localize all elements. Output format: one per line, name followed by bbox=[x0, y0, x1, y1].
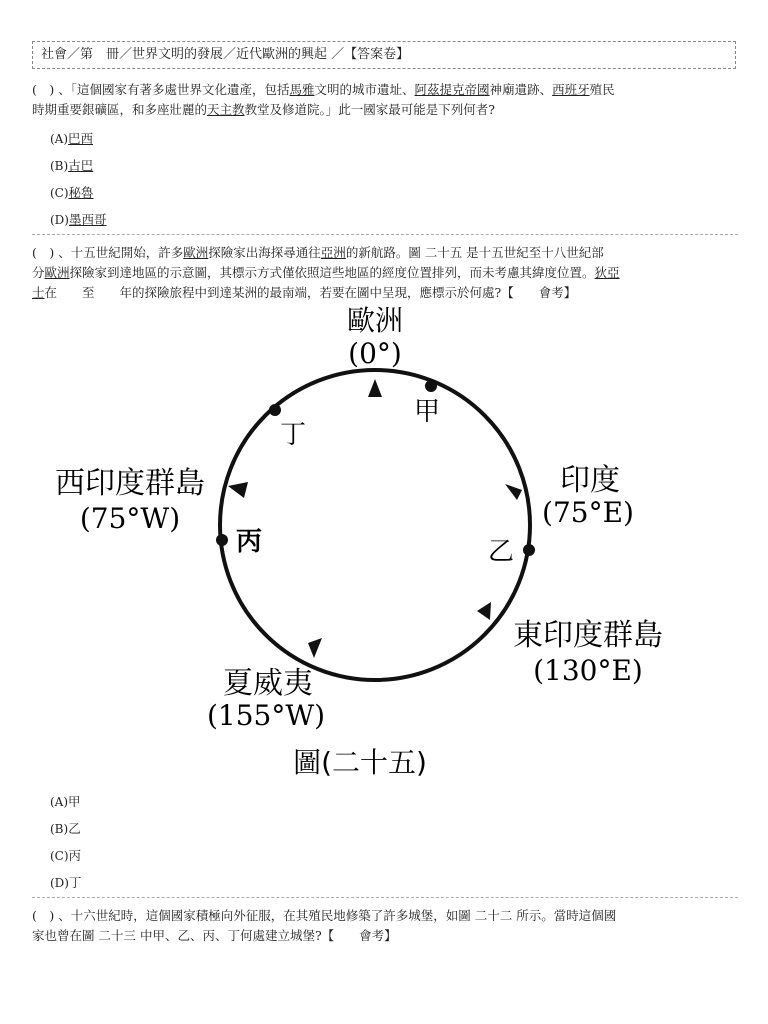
region-europe-lon: (0°) bbox=[348, 337, 402, 370]
q2-term-dias: 狄亞 bbox=[594, 265, 620, 280]
point-yi bbox=[523, 544, 535, 556]
option-label: (B) bbox=[50, 822, 69, 836]
q1-text: 文明的城市遺址、 bbox=[314, 82, 415, 97]
region-east-indies-lon: (130°E) bbox=[533, 654, 643, 687]
q2-option-c[interactable] bbox=[50, 847, 81, 865]
option-label: (A) bbox=[50, 795, 69, 809]
question-1 bbox=[32, 80, 738, 120]
option-label: (C) bbox=[50, 186, 69, 200]
option-text: 墨西哥 bbox=[68, 212, 107, 227]
option-label: (D) bbox=[50, 213, 69, 227]
q1-text: 時期重要銀礦區，和多座壯麗的 bbox=[32, 102, 208, 117]
divider bbox=[32, 234, 738, 235]
q2-term-dias: 士 bbox=[32, 285, 45, 300]
q3-text: 家也曾在圖 二十三 中甲、乙、丙、丁何處建立城堡?【 會考】 bbox=[32, 928, 397, 943]
q2-term-europe: 歐洲 bbox=[44, 265, 70, 280]
option-text: 甲 bbox=[68, 794, 81, 809]
q1-term-aztec: 阿茲提克帝國 bbox=[414, 82, 490, 97]
q2-option-d[interactable] bbox=[50, 874, 82, 892]
question-2-line-1 bbox=[32, 243, 738, 263]
arrow-india bbox=[505, 484, 522, 500]
q2-option-a[interactable] bbox=[50, 793, 81, 811]
option-text: 秘魯 bbox=[68, 185, 94, 200]
question-3 bbox=[32, 906, 738, 946]
circle-route bbox=[220, 370, 530, 680]
figure-caption: 圖(二十五) bbox=[293, 746, 427, 779]
arrow-europe bbox=[368, 379, 382, 397]
question-3-line-2 bbox=[32, 926, 738, 946]
q1-text: 神廟遺跡、 bbox=[489, 82, 553, 97]
question-2-line-2 bbox=[32, 263, 738, 283]
question-2 bbox=[32, 243, 738, 303]
divider bbox=[32, 897, 738, 898]
q2-term-asia: 亞洲 bbox=[320, 245, 346, 260]
arrow-west-indies bbox=[228, 482, 248, 498]
q2-text: 分 bbox=[32, 265, 45, 280]
label-jia: 甲 bbox=[414, 397, 441, 427]
option-label: (A) bbox=[50, 132, 69, 146]
point-jia bbox=[425, 380, 437, 392]
q2-text: 、十五世紀開始，許多 bbox=[58, 245, 184, 260]
label-yi: 乙 bbox=[488, 537, 515, 567]
region-india-lon: (75°E) bbox=[542, 496, 634, 529]
option-label: (D) bbox=[50, 876, 69, 890]
region-west-indies-lon: (75°W) bbox=[79, 502, 181, 535]
answer-blank[interactable]: ( ) bbox=[32, 908, 55, 923]
region-europe-name: 歐洲 bbox=[346, 304, 404, 337]
answer-blank[interactable]: ( ) bbox=[32, 82, 55, 97]
q1-text: 、「這個國家有著多處世界文化遺產，包括 bbox=[58, 82, 290, 97]
q2-term-europe: 歐洲 bbox=[183, 245, 209, 260]
q1-option-d[interactable] bbox=[50, 211, 107, 229]
label-ding: 丁 bbox=[280, 420, 307, 450]
option-text: 丙 bbox=[68, 848, 82, 863]
q2-text: 的新航路。圖 二十五 是十五世紀至十八世紀部 bbox=[345, 245, 604, 260]
label-bing: 丙 bbox=[236, 527, 263, 557]
option-text: 巴西 bbox=[68, 131, 94, 146]
q2-option-b[interactable] bbox=[50, 820, 81, 838]
option-text: 古巴 bbox=[68, 158, 94, 173]
option-label: (B) bbox=[50, 159, 69, 173]
q1-text: 教堂及修道院。」此一國家最可能是下列何者? bbox=[244, 102, 495, 117]
region-india-name: 印度 bbox=[560, 463, 620, 498]
region-east-indies-name: 東印度群島 bbox=[513, 618, 663, 653]
q1-option-c[interactable] bbox=[50, 184, 94, 202]
region-hawaii-lon: (155°W) bbox=[206, 699, 326, 732]
q3-text: 、十六世紀時，這個國家積極向外征服，在其殖民地修築了許多城堡，如圖 二十二 所示。當時這個國 bbox=[58, 908, 617, 923]
q1-option-b[interactable] bbox=[50, 157, 93, 175]
q2-text: 探險家出海探尋通往 bbox=[208, 245, 321, 260]
q2-text: 探險家到達地區的示意圖，其標示方式僅依照這些地區的經度位置排列，而未考慮其緯度位置。 bbox=[69, 265, 595, 280]
q1-term-maya: 馬雅 bbox=[289, 82, 315, 97]
point-ding bbox=[269, 404, 281, 416]
q1-option-a[interactable] bbox=[50, 130, 93, 148]
q2-text: 在 至 年的探險旅程中到達某洲的最南端，若要在圖中呈現，應標示於何處?【 會考】 bbox=[44, 285, 577, 300]
option-text: 丁 bbox=[68, 875, 82, 890]
q1-term-spain: 西班牙 bbox=[552, 82, 590, 97]
breadcrumb: 社會／第 冊／世界文明的發展／近代歐洲的興起 ／【答案卷】 bbox=[41, 47, 410, 62]
breadcrumb-header bbox=[32, 41, 736, 69]
point-bing bbox=[216, 534, 228, 546]
arrow-hawaii bbox=[308, 638, 322, 658]
q1-term-catholic: 天主教 bbox=[207, 102, 245, 117]
q1-text: 殖民 bbox=[589, 82, 615, 97]
question-1-line-1 bbox=[32, 80, 738, 100]
answer-blank[interactable]: ( ) bbox=[32, 245, 55, 260]
region-hawaii-name: 夏威夷 bbox=[223, 666, 313, 701]
figure-longitude-diagram bbox=[0, 300, 768, 790]
region-west-indies-name: 西印度群島 bbox=[55, 466, 205, 501]
option-text: 乙 bbox=[68, 821, 81, 836]
arrow-east-indies bbox=[477, 602, 491, 620]
question-3-line-1 bbox=[32, 906, 738, 926]
option-label: (C) bbox=[50, 849, 69, 863]
question-1-line-2 bbox=[32, 100, 738, 120]
